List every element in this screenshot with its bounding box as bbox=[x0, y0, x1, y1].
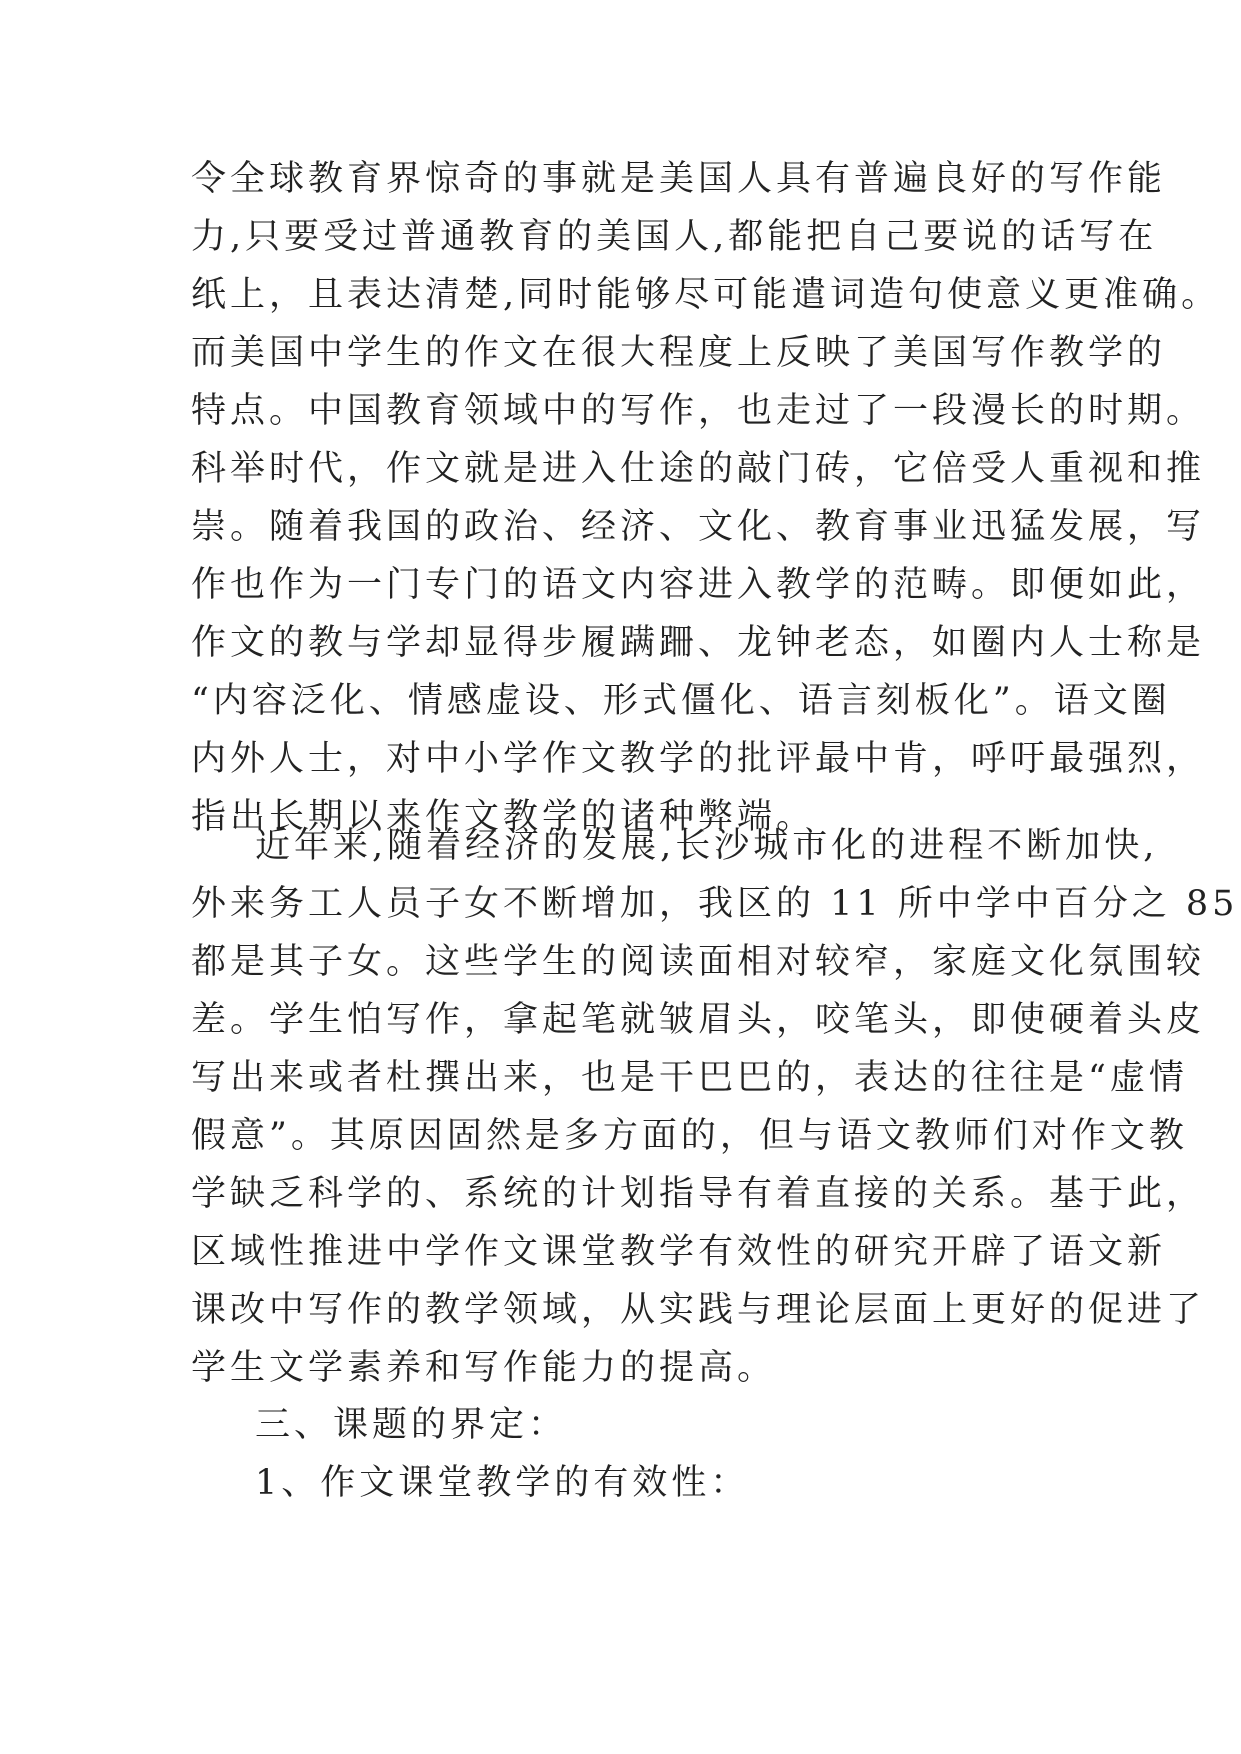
paragraph-line: 崇。随着我国的政治、经济、文化、教育事业迅猛发展，写 bbox=[191, 507, 1206, 547]
paragraph-line: 学缺乏科学的、系统的计划指导有着直接的关系。基于此， bbox=[191, 1174, 1206, 1214]
paragraph-line: 作也作为一门专门的语文内容进入教学的范畴。即便如此， bbox=[191, 565, 1206, 605]
paragraph-2 bbox=[191, 817, 1239, 1397]
section-heading-text: 三、课题的界定： bbox=[255, 1405, 568, 1445]
paragraph-line: 令全球教育界惊奇的事就是美国人具有普遍良好的写作能 bbox=[191, 159, 1167, 199]
paragraph-line: 区域性推进中学作文课堂教学有效性的研究开辟了语文新 bbox=[191, 1232, 1167, 1272]
paragraph-1 bbox=[191, 150, 1221, 850]
paragraph-line: 作文的教与学却显得步履蹒跚、龙钟老态，如圈内人士称是 bbox=[191, 623, 1206, 663]
paragraph-line: 外来务工人员子女不断增加，我区的 11 所中学中百分之 85 bbox=[191, 884, 1239, 924]
paragraph-line: 学生文学素养和写作能力的提高。 bbox=[191, 1348, 777, 1388]
paragraph-line: 科举时代，作文就是进入仕途的敲门砖，它倍受人重视和推 bbox=[191, 449, 1206, 489]
paragraph-line: 写出来或者杜撰出来，也是干巴巴的，表达的往往是“虚情 bbox=[191, 1058, 1188, 1098]
paragraph-line: 假意”。其原因固然是多方面的，但与语文教师们对作文教 bbox=[191, 1116, 1188, 1156]
paragraph-line: “内容泛化、情感虚设、形式僵化、语言刻板化”。语文圈 bbox=[191, 681, 1171, 721]
paragraph-line: 差。学生怕写作，拿起笔就皱眉头，咬笔头，即使硬着头皮 bbox=[191, 1000, 1206, 1040]
subsection-heading-text: 1、作文课堂教学的有效性： bbox=[255, 1463, 750, 1503]
subsection-heading bbox=[191, 1454, 1051, 1512]
section-heading bbox=[191, 1396, 1051, 1454]
paragraph-line: 内外人士，对中小学作文教学的批评最中肯，呼吁最强烈， bbox=[191, 739, 1206, 779]
paragraph-line: 近年来,随着经济的发展,长沙城市化的进程不断加快, bbox=[255, 826, 1159, 866]
paragraph-line: 特点。中国教育领域中的写作，也走过了一段漫长的时期。 bbox=[191, 391, 1206, 431]
paragraph-line: 纸上，且表达清楚,同时能够尽可能遣词造句使意义更准确。 bbox=[191, 275, 1221, 315]
paragraph-line: 指出长期以来作文教学的诸种弊端。 bbox=[191, 797, 816, 837]
paragraph-line: 力,只要受过普通教育的美国人,都能把自己要说的话写在 bbox=[191, 217, 1158, 257]
paragraph-line: 课改中写作的教学领域，从实践与理论层面上更好的促进了 bbox=[191, 1290, 1206, 1330]
paragraph-line: 而美国中学生的作文在很大程度上反映了美国写作教学的 bbox=[191, 333, 1167, 373]
paragraph-line: 都是其子女。这些学生的阅读面相对较窄，家庭文化氛围较 bbox=[191, 942, 1206, 982]
